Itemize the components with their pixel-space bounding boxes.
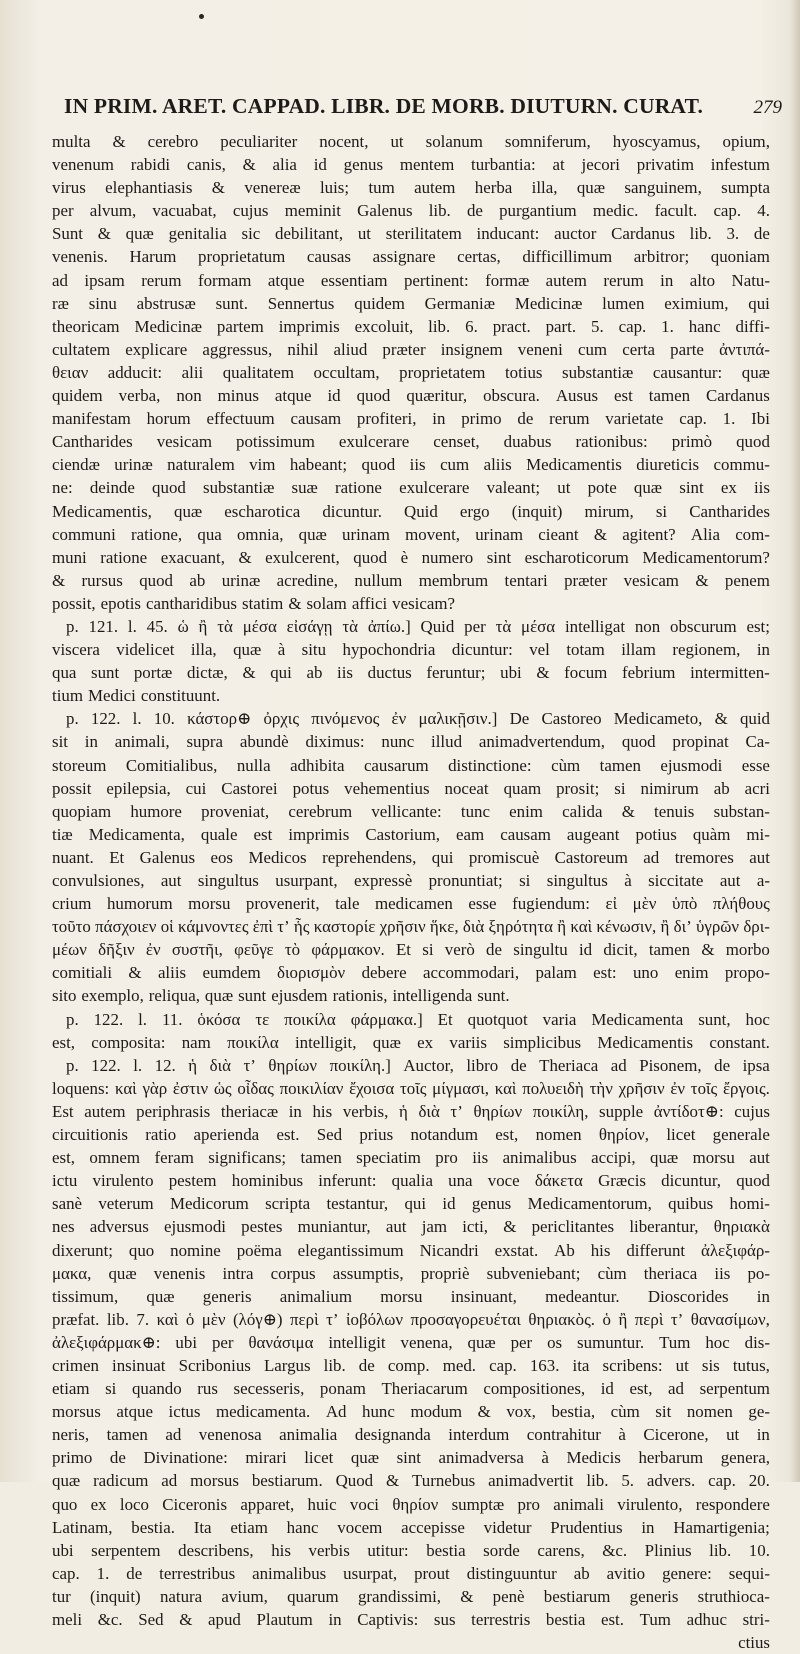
page-edge-shadow <box>790 0 800 1482</box>
text-line: ubi serpentem describens, his verbis utitur: bestia sorde carens, &c. Plinius lib. 10. <box>52 1540 770 1560</box>
text-line: Latinam, bestia. Ita etiam hanc vocem accepisse videtur Prudentius in Hamartigenia; <box>52 1517 770 1537</box>
text-line: ne: deinde quod substantiæ suæ ratione exulcerare valeant; ut pote quæ sint ex iis <box>52 478 770 498</box>
text-line: præfat. lib. 7. καὶ ὁ μὲν (λόγ⊕) περὶ τ’ ἰοβόλων προσαγορευέται θηριακὸς. ὁ ἢ περὶ τ’ θανασίμων, <box>52 1309 770 1329</box>
text-line: p. 122. l. 10. κάστορ⊕ ὀρχις πινόμενος ἐν μαλικῇσιν.] De Castoreo Medicameto, & quid <box>66 709 770 729</box>
text-line: Cantharides vesicam potissimum exulcerare censet, duabus rationibus: primò quod <box>52 432 770 452</box>
text-line: p. 121. l. 45. ὡ ἢ τὰ μέσα εἰσάγῃ τὰ ἀπίω.] Quid per τὰ μέσα intelligat non obscurum est; <box>66 616 770 636</box>
text-line: μέων δῆξιν ἐν συστῆι, φεῦγε τὸ φάρμακον. Et si verò de singultu id dicit, tamen & morbo <box>52 940 770 960</box>
text-line: p. 122. l. 11. ὁκόσα τε ποικίλα φάρμακα.] Et quotquot varia Medicamenta sunt, hoc <box>66 1009 770 1029</box>
text-line: tiæ Medicamenta, quale est imprimis Castorium, eam causam augeant potius quàm mi- <box>52 824 770 844</box>
text-line: crimen insinuat Scribonius Largus lib. de comp. med. cap. 163. ita scribens: ut sis tutus, <box>52 1355 770 1375</box>
ink-dot <box>199 14 204 19</box>
text-line: θειαν adducit: alii qualitatem occultam, proprietatem totius substantiæ causantur: quæ <box>52 362 770 382</box>
text-line: communi ratione, qua omnia, quæ urinam movent, urinam cieant & agitent? Alia com- <box>52 524 770 544</box>
text-line: primo de Divinatione: mirari licet quæ sint animadversa à Medicis herbarum genera, <box>52 1448 770 1468</box>
text-line: manifestam horum effectuum causam profiteri, in primo de rerum varietate cap. 1. Ibi <box>52 409 770 429</box>
text-line: quopiam humore proveniat, cerebrum vellicante: tunc enim calida & tenuis substan- <box>52 801 770 821</box>
text-line: est, omnem feram significans; tamen speciatim pro iis animalibus accipi, quæ morsu aut <box>52 1148 770 1168</box>
text-line: loquens: καὶ γὰρ ἐστιν ὡς οἶδας ποικιλίαν ἔχοισα τοῖς μίγμασι, καὶ πολυειδὴ τὴν χρῆσιν ἐν τοῖς ἔργοις. <box>52 1078 770 1098</box>
page-header <box>64 94 782 124</box>
page-number: 279 <box>753 97 782 118</box>
text-line: nes adversus ejusmodi pestes muniantur, aut jam icti, & periclitantes liberantur, θηριακὰ <box>52 1217 770 1237</box>
text-line: tissimum, quæ generis animalium morsu insinuant, medeantur. Dioscorides in <box>52 1286 770 1306</box>
text-line: storeum Comitialibus, nulla adhibita causarum distinctione: cùm tamen ejusmodi esse <box>52 755 770 775</box>
text-line: meli &c. Sed & apud Plautum in Captivis: sus terrestris bestia est. Tum adhuc stri- <box>52 1610 770 1629</box>
text-line: possit epilepsia, cui Castorei potus vehementius noceat quam prosit; si nimirum ab acri <box>52 778 770 798</box>
text-line: cultatem explicare aggressus, nihil aliud præter insignem veneni cum certa parte ἀντιπά- <box>52 339 770 359</box>
text-line: ictu virulento pestem hominibus inferunt: qualia una voce δάκετα Græcis dicuntur, quod <box>52 1171 770 1191</box>
text-line: dixerunt; quo nomine poëma elegantissimum Nicandri exstat. Ab his differunt ἀλεξιφάρ- <box>52 1240 770 1260</box>
text-line: multa & cerebro peculiariter nocent, ut solanum somniferum, hyoscyamus, opium, <box>52 132 770 151</box>
text-line: morsus atque ictus medicamenta. Ad hunc modum & vox, bestia, cùm sit nomen ge- <box>52 1402 770 1422</box>
text-line: sit in animali, supra abundè diximus: nunc illud animadvertendum, quod propinat Ca- <box>52 732 770 752</box>
text-line: cap. 1. de terrestribus animalibus usurpat, prout distinguuntur ab avitio genere: sequi- <box>52 1563 770 1583</box>
text-line: Medicamentis, quæ escharotica dicuntur. Quid ergo (inquit) mirum, si Cantharides <box>52 501 770 521</box>
text-line: per alvum, vacuabat, cujus meminit Galenus lib. de purgantium medic. facult. cap. 4. <box>52 201 770 221</box>
text-line: theoricam Medicinæ partem imprimis excoluit, lib. 6. pract. part. 5. cap. 1. hanc diffi- <box>52 316 770 336</box>
text-line: circuitionis ratio aperienda est. Sed prius notandum est, nomen θηρίον, licet generale <box>52 1125 770 1145</box>
text-line: possit, epotis cantharidibus statim & solam affici vesicam? <box>52 593 455 613</box>
text-line: muni ratione exacuant, & exulcerent, quod è numero sint escharoticorum Medicamentorum? <box>52 547 770 567</box>
text-line: Est autem periphrasis theriacæ in his verbis, ἡ διὰ τ’ θηρίων ποικίλη, supple ἀντίδοτ⊕: cujus <box>52 1101 770 1121</box>
text-line: τοῦτο πάσχοιεν οἱ κάμνοντες ἐπὶ τ’ ἧς καστορίε χρῆσιν ἥκε, διὰ ξηρότητα ἢ καὶ κένωσιν, ἢ δι’ ὑγρῶν δρι- <box>52 917 770 937</box>
text-line: virus elephantiasis & venereæ luis; tum autem herba illa, quæ sanguinem, sumpta <box>52 178 770 198</box>
text-line: p. 122. l. 12. ἡ διὰ τ’ θηρίων ποικίλη.] Auctor, libro de Theriaca ad Pisonem, de ipsa <box>66 1055 770 1075</box>
text-body <box>52 130 770 1654</box>
text-line: nuant. Et Galenus eos Medicos reprehendens, qui promiscuè Castoreum ad tremores aut <box>52 847 770 867</box>
running-head: IN PRIM. ARET. CAPPAD. LIBR. DE MORB. DIUTURN. CURAT. <box>64 94 704 118</box>
text-line: ciendæ urinæ naturalem vim habeant; quod iis cum aliis Medicamentis diureticis commu- <box>52 455 770 475</box>
text-line: ræ sinu abstrusæ sunt. Sennertus quidem Germaniæ Medicinæ lumen eximium, qui <box>52 293 770 313</box>
text-line: μακα, quæ venenis intra corpus assumptis, propriè subveniebant; cùm theriaca iis po- <box>52 1263 770 1283</box>
text-line: tium Medici constituunt. <box>52 686 221 706</box>
text-line: venenum rabidi canis, & alia id genus mentem turbantia: at jecori privatim infestum <box>52 155 770 175</box>
text-line: & rursus quod ab urinæ acredine, nullum membrum tentari præter vesicam & penem <box>52 570 770 590</box>
text-line: quidem verba, non minus atque id quod quæritur, obscura. Ausus est tamen Cardanus <box>52 386 770 406</box>
catchword: ctius <box>738 1633 770 1653</box>
text-line: crium humorum morsu provenerit, tale medicamen esse fugiendum: εἰ μὲν ὑπὸ πλήθους <box>52 894 770 914</box>
text-line: convulsiones, aut singultus usurpant, expressè pronuntiat; si singultus à siccitate aut a- <box>52 871 770 890</box>
text-line: sito exemplo, reliqua, quæ sunt ejusdem rationis, intelligenda sunt. <box>52 986 510 1006</box>
text-line: viscera videlicet illa, quæ à situ hypochondria dicuntur: vel totam illam regionem, in <box>52 640 770 660</box>
text-line: quæ radicum ad morsus bestiarum. Quod & Turnebus animadvertit lib. 5. advers. cap. 20. <box>52 1471 770 1491</box>
text-line: qua sunt portæ dictæ, & qui ab iis ductus feruntur; ubi & focum febrium intermitten- <box>52 663 770 683</box>
text-line: etiam si quando rus secesseris, ponam Theriacarum compositiones, id est, ad serpentum <box>52 1379 770 1399</box>
text-line: ἀλεξιφάρμακ⊕: ubi per θανάσιμα intelligit venena, quæ per os sumuntur. Tum hoc dis- <box>52 1332 770 1352</box>
text-line: Sunt & quæ genitalia sic debilitant, ut sterilitatem inducant: auctor Cardanus lib. 3. de <box>52 224 770 244</box>
text-line: neris, tamen ad venenosa animalia designanda interdum contrahitur à Cicerone, ut in <box>52 1425 770 1445</box>
text-line: tur (inquit) natura avium, quarum grandissimi, & penè bestiarum generis struthioca- <box>52 1586 770 1606</box>
text-line: est, composita: nam ποικίλα intelligit, quæ ex variis simplicibus Medicamentis constant. <box>52 1032 770 1052</box>
text-line: sanè veterum Medicorum scripta testantur, qui id genus Medicamentorum, quibus homi- <box>52 1194 770 1214</box>
text-line: quo ex loco Ciceronis apparet, huic voci θηρίον sumptæ pro animali virulento, respondere <box>52 1494 770 1514</box>
text-line: venenis. Harum proprietatum causas assignare certas, difficillimum arbitror; quoniam <box>52 247 770 267</box>
text-line: ad ipsam rerum formam atque essentiam pertinent: formæ autem rerum in alto Natu- <box>52 270 770 290</box>
text-line: comitiali & aliis eumdem διορισμὸν debere accommodari, palam est: uno enim propo- <box>52 963 770 983</box>
